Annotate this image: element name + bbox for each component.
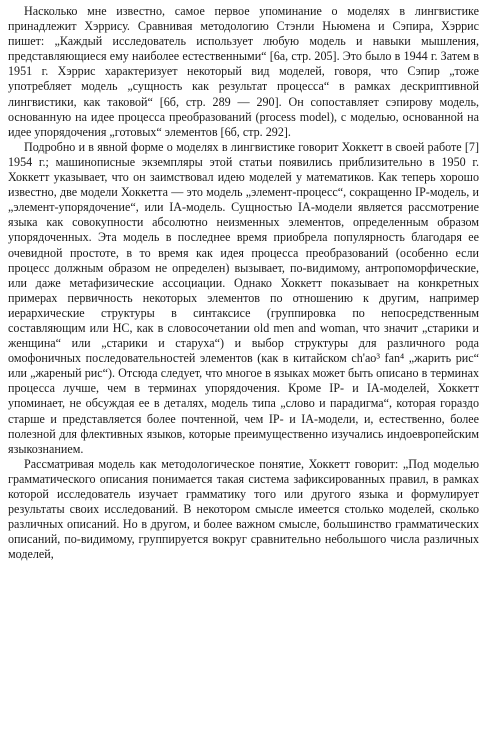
paragraph-3: Рассматривая модель как методологическое понятие, Хоккетт говорит: „Под моделью грамматического описания понимается такая система зафиксированных правил, в рамках которой исследователь изучает грамматику того или другого языка и формулирует результаты своих исследований. В некотором смысле имеется столько моделей, сколько различных описаний. Но в другом, и более важном смысле, большинство грамматических описаний, по-видимому, группируется вокруг сравнительно небольшого числа различных моделей, xyxy=(8,456,479,562)
paragraph-2: Подробно и в явной форме о моделях в лингвистике говорит Хоккетт в своей работе [7] 1954 г.; машинописные экземпляры этой статьи появились приблизительно в 1950 г. Хоккетт указывает, что он заимствовал идею моделей у математиков. Как теперь хорошо известно, две модели Хоккетта — это модель „элемент-процесс“, сокращенно IP-модель, и „элемент-упорядочение“, или IA-модель. Сущностью IA-модели является рассмотрение языка как совокупности абсолютно неизменных элементов, определенным образом упорядоченных. Эта модель в последнее время приобрела популярность благодаря ее очевидной простоте, в то время как идея процесса преобразований (особенно если процесс должным образом не определен) вызывает, по-видимому, антропоморфические, или даже метафизические ассоциации. Однако Хоккетт показывает на конкретных примерах первичность некоторых элементов по отношению к другим, например иерархические структуры в синтаксисе (группировка по непосредственным составляющим или НС, как в словосочетании old men and woman, что значит „старики и женщина“ или „старики и старуха“) и выбор структуры для различного рода омофоничных последовательностей элементов (как в китайском ch'ao³ fan⁴ „жарить рис“ или „жареный рис“). Отсюда следует, что многое в языках может быть описано в терминах процесса лучше, чем в терминах упорядочения. Кроме IP- и IA-моделей, Хоккетт упоминает, не обсуждая ее в деталях, модель типа „слово и парадигма“, которая гораздо старше и представляется более почтенной, чем IP- и IA-модели, и, естественно, более полезной для флективных языков, которые преимущественно изучались индоевропейским языкознанием. xyxy=(8,139,479,456)
paragraph-1: Насколько мне известно, самое первое упоминание о моделях в лингвистике принадлежит Хэррису. Сравнивая методологию Стэнли Ньюмена и Сэпира, Хэррис пишет: „Каждый исследователь использует любую модель и навыки мышления, представляющиеся ему наиболее естественными“ [6а, стр. 205]. Это было в 1944 г. Затем в 1951 г. Хэррис характеризует некоторый вид моделей, говоря, что Сэпир „тоже употребляет модель „сущность как результат процесса“ в рамках дескриптивной лингвистики, как таковой“ [6б, стр. 289 — 290]. Он сопоставляет сэпирову модель, основанную на идее процесса преобразований (process model), с моделью, основанной на идее упорядочения „готовых“ элементов [6б, стр. 292]. xyxy=(8,4,479,139)
page-text xyxy=(8,4,479,562)
